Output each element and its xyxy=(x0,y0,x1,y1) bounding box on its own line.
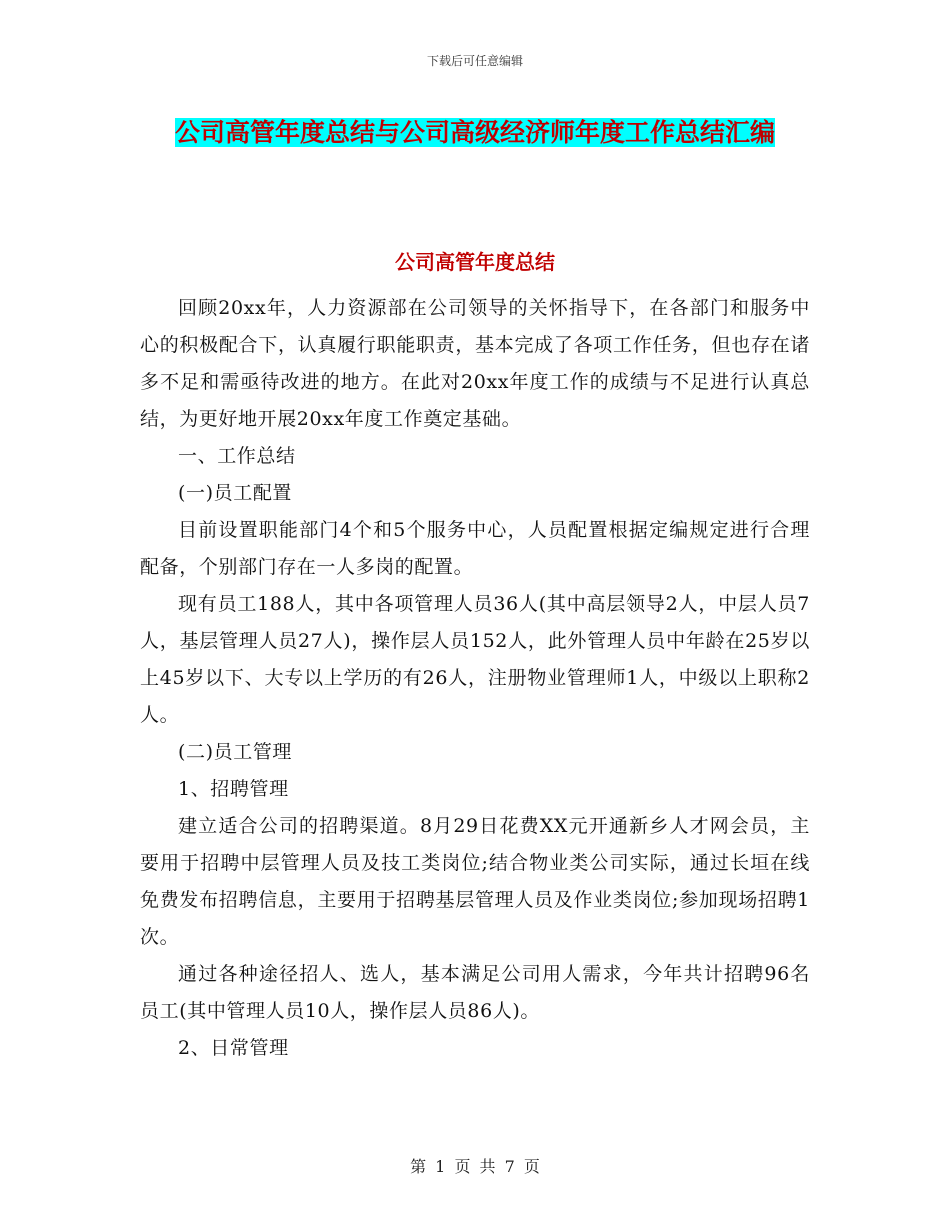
heading-staff-allocation: (一)员工配置 xyxy=(178,482,293,504)
heading-recruitment: 1、招聘管理 xyxy=(178,778,289,800)
heading-staff-management: (二)员工管理 xyxy=(178,741,293,763)
paragraph-staff-count: 现有员工188人，其中各项管理人员36人(其中高层领导2人，中层人员7人，基层管理人员27人)，操作层人员152人，此外管理人员中年龄在25岁以上45岁以下、大专以上学历的有26人，注册物业管理师1人，中级以上职称2人。 xyxy=(140,593,810,726)
paragraph-recruitment-result: 通过各种途径招人、选人，基本满足公司用人需求，今年共计招聘96名员工(其中管理人员10人，操作层人员86人)。 xyxy=(140,963,810,1022)
heading-work-summary: 一、工作总结 xyxy=(178,445,296,467)
paragraph-departments: 目前设置职能部门4个和5个服务中心，人员配置根据定编规定进行合理配备，个别部门存在一人多岗的配置。 xyxy=(140,519,810,578)
paragraph-recruitment-channels: 建立适合公司的招聘渠道。8月29日花费XX元开通新乡人才网会员，主要用于招聘中层管理人员及技工类岗位;结合物业类公司实际，通过长垣在线免费发布招聘信息，主要用于招聘基层管理人员及作业类岗位;参加现场招聘1次。 xyxy=(140,815,810,948)
paragraph-intro: 回顾20xx年，人力资源部在公司领导的关怀指导下，在各部门和服务中心的积极配合下，认真履行职能职责，基本完成了各项工作任务，但也存在诸多不足和需亟待改进的地方。在此对20xx年度工作的成绩与不足进行认真总结，为更好地开展20xx年度工作奠定基础。 xyxy=(140,297,810,430)
document-body xyxy=(140,290,810,1067)
page-header: 下载后可任意编辑 xyxy=(426,54,523,68)
heading-daily-management: 2、日常管理 xyxy=(178,1037,289,1059)
document-title-text: 公司高管年度总结与公司高级经济师年度工作总结汇编 xyxy=(174,118,775,147)
document-title xyxy=(140,108,810,158)
page-footer: 第 1 页 共 7 页 xyxy=(410,1157,540,1176)
section-title: 公司高管年度总结 xyxy=(395,250,555,274)
